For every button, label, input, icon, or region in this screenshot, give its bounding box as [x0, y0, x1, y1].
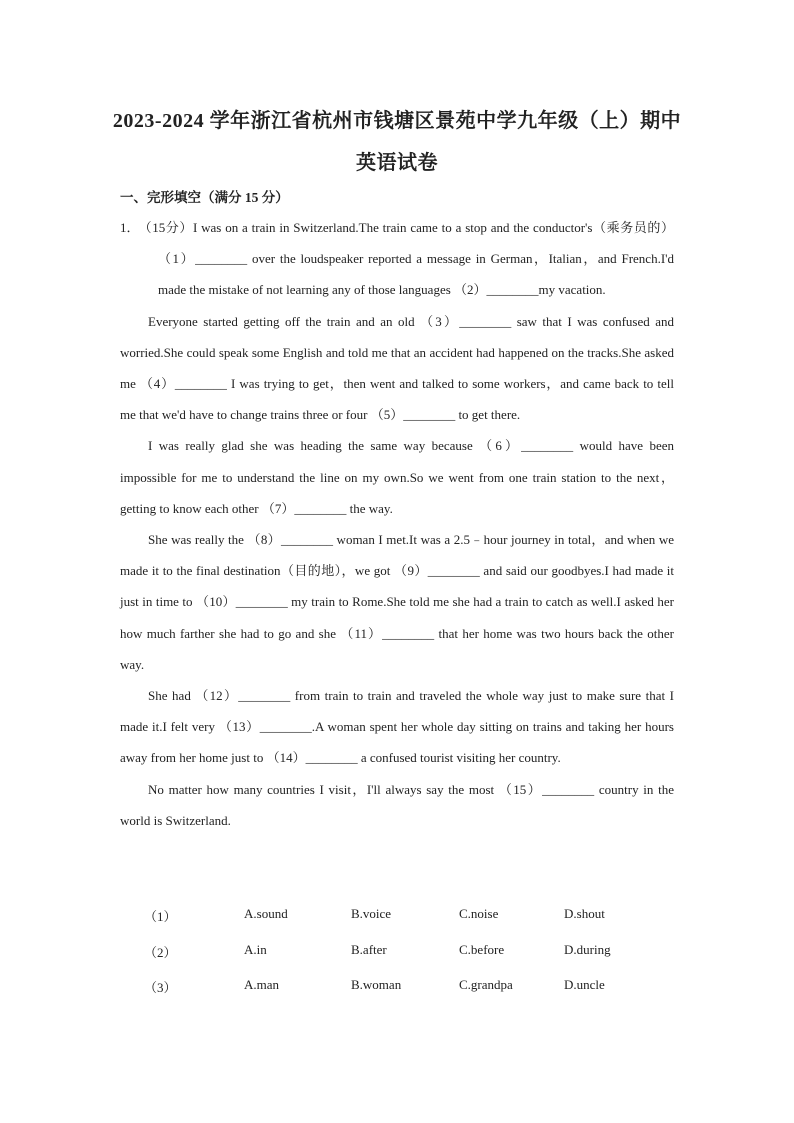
option-d: D.during [564, 941, 611, 957]
option-row [120, 936, 674, 972]
option-number: （2） [144, 944, 177, 960]
option-row [120, 900, 674, 936]
cloze-passage [120, 212, 674, 836]
passage-paragraph-5: She had （12）________ from train to train and traveled the whole way just to make sure that I made it.I felt very （13）________.A woman spent her whole day sitting on trains and taking her hours away from her home just to （14）________ a confused tourist visiting her country. [120, 688, 674, 766]
options-table [120, 900, 674, 1007]
document-title-line2: 英语试卷 [356, 152, 438, 174]
option-a: A.man [244, 977, 280, 992]
passage-paragraph-6: No matter how many countries I visit，I'll always say the most （15）________ country in the world is Switzerland. [120, 781, 674, 828]
option-row [120, 971, 674, 1007]
option-b: B.after [351, 941, 387, 957]
option-a: A.sound [244, 906, 288, 921]
option-d: D.uncle [564, 977, 605, 992]
section-heading: 一、完形填空（满分 15 分） [120, 190, 289, 205]
option-d: D.shout [564, 906, 605, 921]
passage-paragraph-3: I was really glad she was heading the same way because （6）________ would have been impossible for me to understand the line on my own.So we went from one train station to the next，getting to know each other （7）________ the way. [120, 438, 674, 516]
option-c: C.grandpa [459, 977, 513, 992]
option-a: A.in [244, 941, 267, 957]
option-c: C.noise [459, 906, 499, 921]
passage-paragraph-1: 1．（15分）I was on a train in Switzerland.The train came to a stop and the conductor's（乘务员的）（1）________ over the loudspeaker reported a message in German，Italian，and French.I'd made the mistake of not learning any of those languages （2）________my vacation. [120, 212, 674, 306]
passage-paragraph-2: Everyone started getting off the train and an old （3）________ saw that I was confused and worried.She could speak some English and told me that an accident had happened on the tracks.She asked me （4）________ I was trying to get，then went and talked to some workers，and came back to tell me that we'd have to change trains three or four （5）________ to get there. [120, 313, 674, 423]
question-number: 1． [120, 220, 140, 235]
option-b: B.voice [351, 906, 392, 921]
option-b: B.woman [351, 977, 402, 992]
option-number: （1） [144, 909, 177, 924]
passage-paragraph-4: She was really the （8）________ woman I met.It was a 2.5﹣hour journey in total，and when we made it to the final destination（目的地），we got （9）________ and said our goodbyes.I had made it just in time to （10）________ my train to Rome.She told me she had a train to catch as well.I asked her how much farther she had to go and she （11）________ that her home was two hours back the other way. [120, 532, 674, 672]
document-title-line1: 2023-2024 学年浙江省杭州市钱塘区景苑中学九年级（上）期中 [112, 110, 682, 132]
option-c: C.before [459, 941, 505, 957]
option-number: （3） [144, 980, 177, 995]
